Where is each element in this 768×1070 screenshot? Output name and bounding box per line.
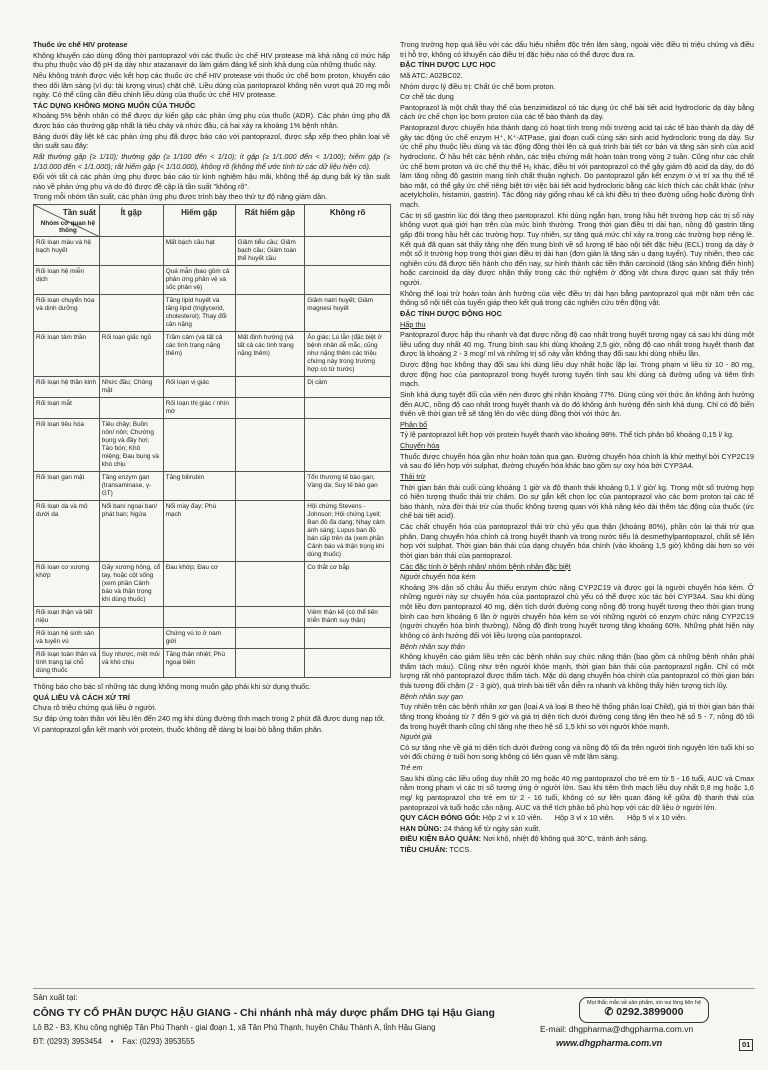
elimination-heading: Thải trừ: [400, 471, 426, 481]
hiv-heading: Thuốc ức chế HIV protease: [33, 40, 128, 49]
organ-class-cell: Rối loạn chuyển hóa và dinh dưỡng: [34, 295, 100, 332]
table-row: [34, 295, 391, 332]
organ-class-cell: Rối loạn gan mật: [34, 472, 100, 501]
header-unknown: Không rõ: [305, 205, 391, 237]
corner-organ-label: Nhóm cơ quan hệ thống: [40, 219, 96, 234]
shelf-life-line: [400, 824, 754, 834]
frequency-cell: [305, 649, 391, 678]
frequency-cell: [235, 472, 305, 501]
renal-impairment-paragraph: Không khuyến cáo giảm liều trên các bệnh nhân suy chức năng thận (bao gồm cả những bệnh nhân phải thẩm tách máu). Cũng như trên người khỏe mạnh, thời gian bán thải của pantoprazol ngắn. Chỉ có một lượng rất nhỏ pantoprazol được thẩm tách. Mặc dù dạng chuyển hóa chính của pantoprazol có thời gian bán thải tương đối chậm (2 - 3 giờ), quá trình bài tiết vẫn diễn ra nhanh và không thấy hiện tượng tích lũy.: [400, 652, 754, 690]
frequency-cell: [99, 607, 163, 628]
atc-code: Mã ATC: A02BC02.: [400, 70, 463, 80]
frequency-cell: Gãy xương hông, cổ tay, hoặc cột sống (xem phần Cảnh báo và thận trọng khi dùng thuốc): [99, 562, 163, 607]
standard-label: TIÊU CHUẨN:: [400, 845, 448, 854]
table-row: [34, 649, 391, 678]
adverse-effects-paragraph-5: Trong mỗi nhóm tần suất, các phản ứng phụ được trình bày theo thứ tự độ nặng giảm dần.: [33, 192, 328, 202]
distribution-paragraph: Tỷ lệ pantoprazol kết hợp với protein huyết thanh vào khoảng 98%. Thể tích phân bố khoảng 0,15 l/ kg.: [400, 430, 734, 440]
email-address: E-mail: dhgpharma@dhgpharma.com.vn: [540, 1024, 694, 1034]
overdose-continued: Trong trường hợp quá liều với các dấu hiệu nhiễm độc trên lâm sàng, ngoài việc điều trị triệu chứng và điều trị hỗ trợ, không có khuyến cáo điều trị đặc hiệu nào có thể được đưa ra.: [400, 40, 754, 59]
page-number: 01: [739, 1039, 753, 1051]
table-corner-cell: [34, 205, 100, 237]
frequency-definitions: Rất thường gặp (≥ 1/10); thường gặp (≥ 1/100 đến < 1/10); ít gặp (≥ 1/1.000 đến < 1/100); hiếm gặp (≥ 1/10.000 đến < 1/1.000); rất hiếm gặp (< 1/10.000), không rõ (không thể ước tính từ các dữ liệu hiện có).: [33, 151, 390, 171]
frequency-cell: [99, 295, 163, 332]
adverse-effects-paragraph-4: Đối với tất cả các phản ứng phụ được báo cáo từ kinh nghiệm hậu mãi, không thể áp dụng bất kỳ tần suất nào về phản ứng phụ và do đó được đề cập là tần suất "không rõ".: [33, 172, 390, 191]
frequency-cell: Co thắt cơ bắp: [305, 562, 391, 607]
frequency-cell: Quá mẫn (bao gồm cả phản ứng phản vệ và sốc phản vệ): [163, 266, 235, 295]
hotline-number: [584, 1006, 704, 1020]
overdose-paragraph-3: Vì pantoprazol gắn kết mạnh với protein, thuốc không dễ dàng bị loại bỏ bằng thẩm phân.: [33, 724, 323, 734]
table-row: [34, 398, 391, 419]
company-address: Lô B2 - B3, Khu công nghiệp Tân Phú Thạnh - giai đoạn 1, xã Tân Phú Thạnh, huyện Châu Thành A, tỉnh Hậu Giang: [33, 1023, 436, 1033]
children-paragraph: Sau khi dùng các liều uống duy nhất 20 mg hoặc 40 mg pantoprazol cho trẻ em từ 5 - 16 tuổi, AUC và Cmax nằm trong phạm vi các trị số tương ứng ở người lớn. Sau khi tiêm tĩnh mạch liều duy nhất 0,8 mg hoặc 1,6 mg/ kg pantoprazol cho trẻ em từ 2 - 16 tuổi, không có sự liên quan đáng kể giữa độ thanh thải của pantoprazol và tuổi hoặc cân nặng. AUC và thể tích phân bố phù hợp với các dữ liệu ở người lớn.: [400, 773, 754, 812]
frequency-cell: [305, 398, 391, 419]
corner-frequency-label: Tần suất: [62, 208, 96, 217]
table-row: [34, 562, 391, 607]
storage-line: [400, 834, 754, 844]
frequency-cell: Ảo giác; Lú lẫn (đặc biệt ở bệnh nhân dễ mắc, cũng như nặng thêm các triệu chứng này trong trường hợp có từ trước): [305, 332, 391, 377]
table-row: [34, 472, 391, 501]
frequency-cell: [235, 419, 305, 472]
frequency-cell: Giảm natri huyết; Giảm magnesi huyết: [305, 295, 391, 332]
frequency-cell: [305, 237, 391, 266]
frequency-cell: [235, 501, 305, 562]
frequency-cell: Nổi mày đay; Phù mạch: [163, 501, 235, 562]
table-row: [34, 607, 391, 628]
frequency-cell: [99, 237, 163, 266]
notify-doctor-note: Thông báo cho bác sĩ những tác dụng không mong muốn gặp phải khi sử dụng thuốc.: [33, 682, 311, 691]
packaging-line: [400, 813, 754, 823]
fax-number: Fax: (0293) 3953555: [122, 1036, 195, 1046]
header-rare: Hiếm gặp: [163, 205, 235, 237]
hepatic-impairment-heading: Bệnh nhân suy gan: [400, 691, 463, 701]
children-heading: Trẻ em: [400, 763, 423, 772]
elderly-heading: Người già: [400, 732, 432, 742]
bullet-separator: •: [110, 1036, 114, 1046]
special-populations-heading: Các đặc tính ở bệnh nhân/ nhóm bệnh nhân đặc biệt: [400, 561, 571, 571]
frequency-cell: [235, 398, 305, 419]
storage-value: Nơi khô, nhiệt độ không quá 30°C, tránh ánh sáng.: [483, 834, 648, 844]
organ-class-cell: Rối loạn toàn thân và tình trạng tại chỗ dùng thuốc: [34, 649, 100, 678]
frequency-cell: Tăng lipid huyết và tăng lipid (triglycerid, cholesterol); Thay đổi cân nặng: [163, 295, 235, 332]
frequency-cell: [305, 266, 391, 295]
pharmacological-group: Nhóm dược lý điều trị: Chất ức chế bơm proton.: [400, 81, 556, 91]
company-name: CÔNG TY CỔ PHẦN DƯỢC HẬU GIANG - Chi nhánh nhà máy dược phẩm DHG tại Hậu Giang: [33, 1006, 495, 1019]
frequency-cell: Tổn thương tế bào gan; Vàng da; Suy tế bào gan: [305, 472, 391, 501]
header-very-rare: Rất hiếm gặp: [235, 205, 305, 237]
frequency-cell: [163, 419, 235, 472]
overdose-paragraph-1: Chưa rõ triệu chứng quá liều ở người.: [33, 703, 157, 713]
overdose-paragraph-2: Sự đáp ứng toàn thân với liều lên đến 240 mg khi dùng đường tĩnh mạch trong 2 phút đã được dung nạp tốt.: [33, 713, 385, 723]
absorption-paragraph-2: Dược động học không thay đổi sau khi dùng liều duy nhất hoặc lặp lại. Trong phạm vi liều từ 10 - 80 mg, dược động học của pantoprazol trong huyết tương tuyến tính sau khi dùng cả đường uống và tiêm tĩnh mạch.: [400, 360, 754, 389]
overdose-heading: QUÁ LIỀU VÀ CÁCH XỬ TRÍ: [33, 692, 130, 702]
organ-class-cell: Rối loạn da và mô dưới da: [34, 501, 100, 562]
frequency-cell: Trầm cảm (và tất cả các tình trạng nặng thêm): [163, 332, 235, 377]
organ-class-cell: Rối loạn cơ xương khớp: [34, 562, 100, 607]
elimination-paragraph-2: Các chất chuyển hóa của pantoprazol thải trừ chủ yếu qua thận (khoảng 80%), phần còn lại thải trừ qua phân. Dạng chuyển hóa chính cả trong huyết thanh và trong nước tiểu là desmethylpantoprazol, chất sẽ liên hợp với sulphat. Thời gian bán thải của dạng chuyển hóa chính (vào khoảng 1,5 giờ) không dài hơn so với thời gian bán thải của pantoprazol.: [400, 522, 754, 560]
organ-class-cell: Rối loạn hệ thần kinh: [34, 377, 100, 398]
poor-metabolizer-paragraph: Khoảng 3% dân số châu Âu thiếu enzym chức năng CYP2C19 và được gọi là người chuyển hóa kém. Ở những người này sự chuyển hóa của pantoprazol chủ yếu có thể được xúc tác bởi CYP3A4. Sau khi dùng một liều đơn pantoprazol 40 mg, diện tích dưới đường cong nồng độ trong huyết tương theo thời gian trung bình cao hơn khoảng 6 lần ở người chuyển hóa kém so với những người có enzym chức năng CYP2C19 (người chuyển hóa bình thường). Nồng độ đỉnh trong huyết tương tăng khoảng 60%. Những phát hiện này không có ảnh hưởng đối với liều lượng của pantoprazol.: [400, 582, 754, 640]
table-row: [34, 419, 391, 472]
frequency-cell: Mất định hướng (và tất cả các tình trạng nặng thêm): [235, 332, 305, 377]
organ-class-cell: Rối loạn tiêu hóa: [34, 419, 100, 472]
frequency-cell: Suy nhược, mệt mỏi và khó chịu: [99, 649, 163, 678]
frequency-cell: [99, 398, 163, 419]
mechanism-heading: Cơ chế tác dụng: [400, 92, 454, 102]
frequency-cell: [163, 607, 235, 628]
metabolism-paragraph: Thuốc được chuyển hóa gần như hoàn toàn qua gan. Đường chuyển hóa chính là khử methyl bởi CYP2C19 và sau đó liên hợp với sulphat, đường chuyển hóa khác bao gồm sự oxy hóa bởi CYP3A4.: [400, 451, 754, 471]
right-column: [400, 40, 754, 856]
hotline-note: Mọi thắc mắc về sản phẩm, xin vui lòng liên hệ: [586, 1000, 702, 1006]
shelf-life-value: 24 tháng kể từ ngày sản xuất.: [443, 823, 541, 833]
frequency-cell: [305, 419, 391, 472]
packaging-label: QUY CÁCH ĐÓNG GÓI:: [400, 813, 481, 823]
left-column: [33, 40, 390, 735]
metabolism-heading: Chuyển hóa: [400, 441, 440, 450]
frequency-cell: Mất bạch cầu hạt: [163, 237, 235, 266]
frequency-cell: Nhức đầu; Chóng mặt: [99, 377, 163, 398]
table-row: [34, 377, 391, 398]
frequency-cell: [235, 295, 305, 332]
frequency-cell: Tăng bilirubin: [163, 472, 235, 501]
mechanism-paragraph-2: Pantoprazol được chuyển hóa thành dạng có hoạt tính trong môi trường acid tại các tế bào thành dạ dày để gây tác động ức chế enzym H⁺, K⁺-ATPase, giai đoạn cuối cùng sản sinh acid hydrocloric trong dạ dày. Sự ức chế phụ thuộc liều dùng và tác động đồng thời lên cả quá trình bài tiết cơ bản và tăng sản sinh của acid hydrocloric. Ở hầu hết các bệnh nhân, các triệu chứng mất hoàn toàn trong vòng 2 tuần. Cũng như các chất ức chế bơm proton và ức chế thụ thể H₂ khác, điều trị với pantoprazol có thể gây giảm độ acid dạ dày, do đó làm tăng nồng độ gastrin mang tính chất thuận nghịch. Do pantoprazol gắn kết enzym ở vị trí xa thụ thể tế bào mặt, có thể gây ức chế riêng biệt tới việc bài tiết acid hydrocloric bằng các kích thích các chất khác (như acetylcholin, histamin, gastrin). Tác động này giống nhau kể cả khi điều trị theo đường uống hoặc đường tĩnh mạch.: [400, 123, 754, 209]
frequency-cell: [99, 628, 163, 649]
frequency-cell: [235, 607, 305, 628]
renal-impairment-heading: Bệnh nhân suy thận: [400, 641, 465, 651]
table-row: [34, 628, 391, 649]
organ-class-cell: Rối loạn thận và tiết niệu: [34, 607, 100, 628]
phone-icon: ✆: [604, 1006, 614, 1019]
organ-class-cell: Rối loạn hệ sinh sản và tuyến vú: [34, 628, 100, 649]
adverse-effects-table-body: [34, 237, 391, 678]
frequency-cell: Tăng thân nhiệt; Phù ngoại biên: [163, 649, 235, 678]
frequency-cell: [235, 628, 305, 649]
adverse-effects-paragraph-2: Bảng dưới đây liệt kê các phản ứng phụ đã được báo cáo với pantoprazol, được sắp xếp theo phân loại về tần suất sau đây:: [33, 131, 390, 151]
distribution-heading: Phân bố: [400, 419, 428, 429]
frequency-cell: Giảm tiểu cầu; Giảm bạch cầu; Giảm toàn thể huyết cầu: [235, 237, 305, 266]
frequency-cell: Hội chứng Stevens - Johnson; Hội chứng Lyell; Ban đỏ đa dạng; Nhạy cảm ánh sáng; Lupus ban đỏ bán cấp trên da (xem phần Cảnh báo và thận trọng khi dùng thuốc): [305, 501, 391, 562]
frequency-cell: [235, 266, 305, 295]
storage-label: ĐIỀU KIỆN BẢO QUẢN:: [400, 834, 482, 844]
footer-divider: [33, 988, 755, 989]
frequency-cell: Dị cảm: [305, 377, 391, 398]
absorption-heading: Hấp thu: [400, 319, 426, 329]
mechanism-paragraph-3: Các trị số gastrin lúc đói tăng theo pantoprazol. Khi dùng ngắn hạn, trong hầu hết trường hợp các trị số này không vượt quá giới hạn trên của mức bình thường. Trong thời gian điều trị dài hạn, nồng độ gastrin tăng gấp đôi trong hầu hết các trường hợp. Tuy nhiên, sự tăng quá mức chỉ xảy ra trong các trường hợp riêng lẻ. Kết quả đã quan sát thấy tăng nhẹ đến trung bình về số lượng tế bào nội tiết đặc hiệu (ECL) trong dạ dày ở một số ít trường hợp trong thời gian điều trị dài hạn (đơn giản là tăng sản u dạng tuyến). Tuy nhiên, theo các nghiên cứu đã được tiến hành cho đến nay, sự hình thành các tiền thân carcinoid (tăng sản không điển hình) hoặc carcinoid dạ dày được nhận thấy trong các thử nghiệm ở động vật chưa được quan sát thấy trên người.: [400, 210, 754, 287]
adverse-effects-heading: TÁC DỤNG KHÔNG MONG MUỐN CỦA THUỐC: [33, 100, 196, 110]
table-header-row: [34, 205, 391, 237]
organ-class-cell: Rối loạn tâm thần: [34, 332, 100, 377]
packaging-value: Hộp 2 vỉ x 10 viên. Hộp 3 vỉ x 10 viên. Hộp 5 vỉ x 10 viên.: [482, 813, 687, 823]
made-by-label: Sản xuất tại:: [33, 993, 78, 1002]
frequency-cell: Tăng enzym gan (transaminase, γ-GT): [99, 472, 163, 501]
frequency-cell: Viêm thận kẽ (có thể tiến triển thành suy thận): [305, 607, 391, 628]
organ-class-cell: Rối loạn mắt: [34, 398, 100, 419]
phone-number: ĐT: (0293) 3953454: [33, 1036, 102, 1046]
standard-value: TCCS.: [449, 845, 472, 854]
header-uncommon: Ít gặp: [99, 205, 163, 237]
frequency-cell: Rối loạn vị giác: [163, 377, 235, 398]
hiv-paragraph-2: Nếu không tránh được việc kết hợp các thuốc ức chế HIV protease với thuốc ức chế bơm proton, khuyến cáo theo dõi lâm sàng (ví dụ: tải lượng virus) chặt chẽ. Liều dùng của pantoprazol không nên vượt quá 20 mg mỗi ngày. Có thể cũng cần điều chỉnh liều dùng của thuốc ức chế HIV protease.: [33, 70, 390, 100]
frequency-cell: Chứng vú to ở nam giới: [163, 628, 235, 649]
elderly-paragraph: Có sự tăng nhẹ về giá trị diện tích dưới đường cong và nồng độ tối đa trên người tình nguyện lớn tuổi khi so với đối chứng ở tuổi hơn song không có liên quan về mặt lâm sàng.: [400, 742, 754, 762]
frequency-cell: Tiêu chảy; Buồn nôn/ nôn; Chướng bụng và đầy hơi; Táo bón; Khô miệng; Đau bụng và khó chịu: [99, 419, 163, 472]
frequency-cell: [305, 628, 391, 649]
organ-class-cell: Rối loạn máu và hệ bạch huyết: [34, 237, 100, 266]
adverse-effects-table: [33, 204, 391, 678]
table-row: [34, 266, 391, 295]
manufacturer-footer: [33, 993, 755, 1047]
mechanism-paragraph-1: Pantoprazol là một chất thay thế của benzimidazol có tác dụng ức chế bài tiết acid hydrocloric dạ dày bằng cách ức chế chọn lọc bơm proton của các tế bào thành dạ dày.: [400, 102, 754, 122]
hotline-box: [579, 997, 709, 1023]
hotline-number-text: 0292.3899000: [616, 1006, 684, 1019]
table-row: [34, 237, 391, 266]
poor-metabolizer-heading: Người chuyển hóa kém: [400, 572, 476, 582]
website: www.dhgpharma.com.vn: [556, 1038, 663, 1048]
adverse-effects-paragraph-1: Khoảng 5% bệnh nhân có thể được dự kiến gặp các phản ứng phụ của thuốc (ADR). Các phản ứng phụ đã được báo cáo thường gặp nhất là tiêu chảy và nhức đầu, cả hai xảy ra khoảng 1% bệnh nhân.: [33, 111, 390, 130]
frequency-cell: [235, 377, 305, 398]
frequency-cell: Rối loạn thị giác / nhìn mờ: [163, 398, 235, 419]
shelf-life-label: HẠN DÙNG:: [400, 823, 442, 833]
frequency-cell: Nổi ban/ ngoại ban/ phát ban; Ngứa: [99, 501, 163, 562]
frequency-cell: [99, 266, 163, 295]
pharmacodynamics-heading: ĐẶC TÍNH DƯỢC LỰC HỌC: [400, 60, 496, 70]
absorption-paragraph-3: Sinh khả dụng tuyệt đối của viên nén được ghi nhận khoảng 77%. Dùng cùng với thức ăn không ảnh hưởng đến AUC, nồng độ cao nhất trong huyết thanh và do đó không ảnh hưởng đến sinh khả dụng. Chỉ có độ biến thiên về thời gian trễ sẽ tăng lên do việc dùng đồng thời với thức ăn.: [400, 389, 754, 419]
table-row: [34, 501, 391, 562]
mechanism-paragraph-4: Không thể loại trừ hoàn toàn ảnh hưởng của việc điều trị dài hạn bằng pantoprazol quá một năm trên các thông số nội tiết của tuyến giáp theo kết quả trong các nghiên cứu trên động vật.: [400, 288, 754, 308]
organ-class-cell: Rối loạn hệ miễn dịch: [34, 266, 100, 295]
absorption-paragraph-1: Pantoprazol được hấp thu nhanh và đạt được nồng độ cao nhất trong huyết tương ngay cả sau khi dùng một liều uống duy nhất 40 mg. Trung bình sau khi dùng khoảng 2,5 giờ, nồng độ cao nhất trong huyết thanh đạt được là khoảng 2 - 3 mcg/ ml và những trị số này vẫn không thay đổi sau khi dùng nhiều lần.: [400, 330, 754, 359]
frequency-cell: Rối loạn giấc ngủ: [99, 332, 163, 377]
hepatic-impairment-paragraph: Tuy nhiên trên các bệnh nhân xơ gan (loại A và loại B theo hệ thống phân loại Child), giá trị thời gian bán thải tăng trong khoảng từ 7 đến 9 giờ và giá trị diện tích dưới đường cong tăng lên theo hệ số 5 - 7, nồng độ tối đa trong huyết thanh cũng chỉ tăng nhẹ theo hệ số 1,5 khi so với người khỏe mạnh.: [400, 702, 754, 731]
table-row: [34, 332, 391, 377]
frequency-cell: [235, 649, 305, 678]
standard-line: [400, 845, 754, 855]
elimination-paragraph-1: Thời gian bán thải cuối cùng khoảng 1 giờ và độ thanh thải khoảng 0,1 l/ giờ/ kg. Trong một số trường hợp có hiện tượng thuốc thải trừ chậm. Do sự gắn kết chọn lọc của pantoprazol vào các bơm proton tại các tế bào thành, nửa đời thải trừ của thuốc không tương quan với khả năng kéo dài thêm tác động của thuốc (ức chế bài tiết acid).: [400, 482, 754, 521]
hiv-paragraph-1: Không khuyến cáo dùng đồng thời pantoprazol với các thuốc ức chế HIV protease mà khả năng có mức hấp thu phụ thuộc vào độ pH dạ dày như atazanavir do làm giảm đáng kể sinh khả dụng của những thuốc này.: [33, 50, 390, 70]
frequency-cell: Đau khớp; Đau cơ: [163, 562, 235, 607]
pharmacokinetics-heading: ĐẶC TÍNH DƯỢC ĐỘNG HỌC: [400, 308, 502, 318]
frequency-cell: [235, 562, 305, 607]
